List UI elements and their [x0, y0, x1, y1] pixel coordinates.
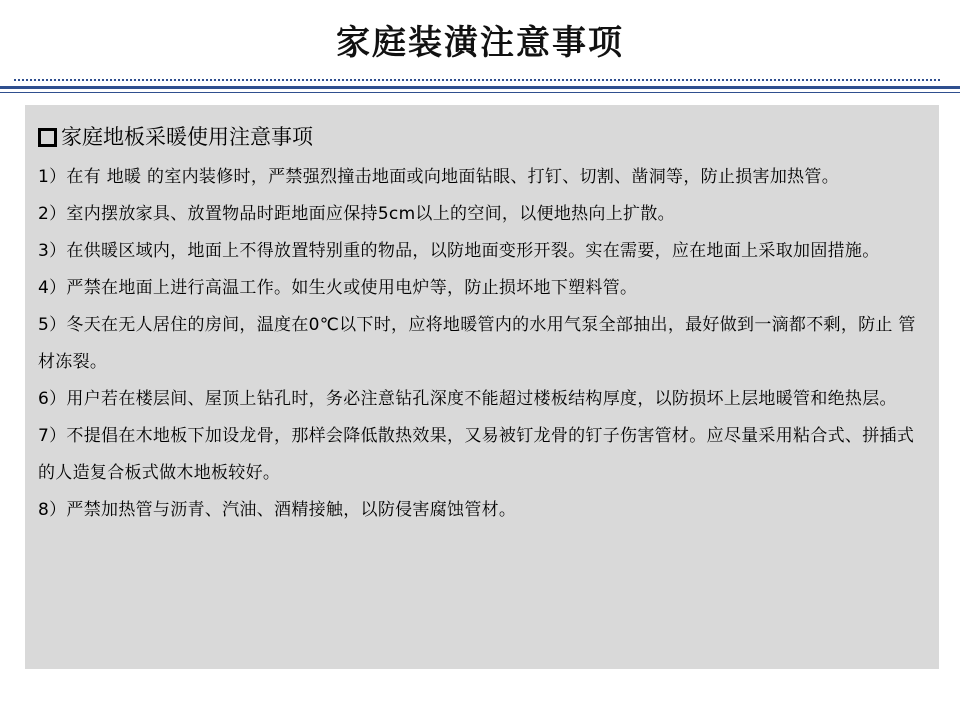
list-item: 5）冬天在无人居住的房间，温度在0℃以下时，应将地暖管内的水用气泵全部抽出，最好做到一滴都不剩，防止 管材冻裂。 — [38, 315, 916, 372]
list-item: 3）在供暖区域内，地面上不得放置特别重的物品，以防地面变形开裂。实在需要，应在地面上采取加固措施。 — [38, 241, 880, 261]
section-heading — [38, 117, 927, 157]
list-item: 2）室内摆放家具、放置物品时距地面应保持5cm以上的空间，以便地热向上扩散。 — [38, 204, 675, 224]
page-title: 家庭装潢注意事项 — [336, 23, 624, 63]
list-item: 8）严禁加热管与沥青、汽油、酒精接触，以防侵害腐蚀管材。 — [38, 500, 517, 520]
list-item: 4）严禁在地面上进行高温工作。如生火或使用电炉等，防止损坏地下塑料管。 — [38, 278, 638, 298]
section-heading-text: 家庭地板采暖使用注意事项 — [61, 125, 313, 149]
content-panel — [25, 105, 939, 669]
list-item: 6）用户若在楼层间、屋顶上钻孔时，务必注意钻孔深度不能超过楼板结构厚度，以防损坏上层地暖管和绝热层。 — [38, 389, 897, 409]
title-dotted-divider — [14, 79, 940, 81]
title-thick-divider — [0, 86, 960, 89]
list-item: 7）不提倡在木地板下加设龙骨，那样会降低散热效果，又易被钉龙骨的钉子伤害管材。应尽量采用粘合式、拼插式的人造复合板式做木地板较好。 — [38, 426, 915, 483]
title-thin-divider — [0, 92, 960, 93]
checkbox-square-icon — [38, 128, 57, 147]
list-item: 1）在有 地暖 的室内装修时，严禁强烈撞击地面或向地面钻眼、打钉、切割、凿洞等，防止损害加热管。 — [38, 167, 840, 187]
